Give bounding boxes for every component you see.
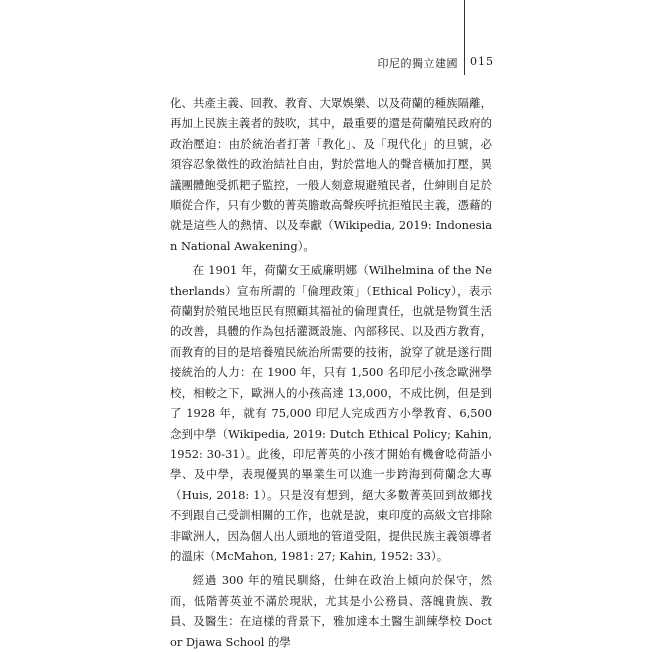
paragraph-3: 經過 300 年的殖民馴絡，仕紳在政治上傾向於保守，然而，低階菁英並不滿於現狀，尤其是小公務員、落魄貴族、教員、及醫生：在這樣的背景下，雅加達本土醫生訓練學校 Doctor Djawa School 的學	[170, 573, 492, 649]
body-text	[170, 93, 492, 652]
paragraph-1: 化、共產主義、回教、教育、大眾娛樂、以及荷蘭的種族隔離，再加上民族主義者的鼓吹，其中，最重要的還是荷蘭殖民政府的政治壓迫：由於統治者打著「教化」、及「現代化」的旦號，必須容忍象徵性的政治結社自由，對於當地人的聲音橫加打壓，異議團體飽受抓耙子監控，一般人刻意規避殖民者，仕紳則自足於順從合作，只有少數的菁英膽敢高聲疾呼抗拒殖民主義，憑藉的就是這些人的熱情、以及奉獻（Wikipedia, 2019: Indonesian National Awakening）。	[170, 96, 492, 253]
running-title: 印尼的獨立建國	[377, 57, 458, 70]
paragraph-2: 在 1901 年，荷蘭女王威廉明娜（Wilhelmina of the Netherlands）宣布所謂的「倫理政策」（Ethical Policy），表示荷蘭對於殖民地臣民有照顧其福祉的倫理責任，也就是物質生活的改善，具體的作為包括灌溉設施、內部移民、以及西方教育，而教育的目的是培養殖民統治所需要的技術，說穿了就是遂行間接統治的人力：在 1900 年，只有 1,500 名印尼小孩念歐洲學校，相較之下，歐洲人的小孩高達 13,000，不成比例，但是到了 1928 年，就有 75,000 印尼人完成西方小學教育、6,500 念到中學（Wikipedia, 2019: Dutch Ethical Policy; Kahin, 1952: 30-31）。此後，印尼菁英的小孩才開始有機會唸荷語小學、及中學，表現優異的畢業生可以進一步跨海到荷蘭念大專（Huis, 2018: 1）。只是沒有想到，絕大多數菁英回到故鄉找不到跟自己受訓相關的工作，也就是說，東印度的高級文官排除非歐洲人，因為個人出人頭地的管道受阻，提供民族主義領導者的溫床（McMahon, 1981: 27; Kahin, 1952: 33）。	[170, 263, 492, 563]
page-number: 015	[470, 55, 494, 68]
header-divider	[464, 0, 465, 75]
running-header	[0, 0, 655, 70]
